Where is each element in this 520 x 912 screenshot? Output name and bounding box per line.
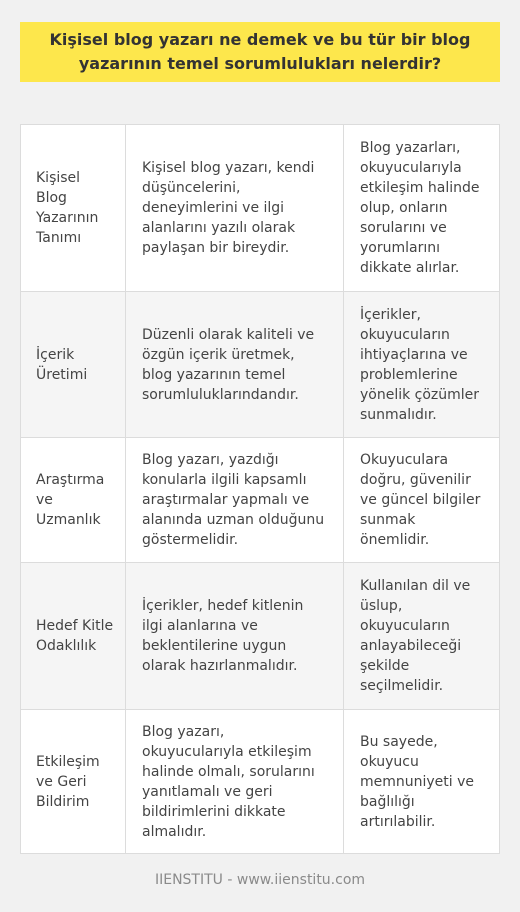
row-description: Kişisel blog yazarı, kendi düşüncelerini, deneyimlerini ve ilgi alanlarını yazılı olarak paylaşan bir bireydir.	[126, 125, 344, 291]
table-row	[21, 291, 499, 437]
row-detail: Okuyuculara doğru, güvenilir ve güncel bilgiler sunmak önemlidir.	[360, 452, 481, 548]
row-detail: İçerikler, okuyucuların ihtiyaçlarına ve problemlerine yönelik çözümler sunmalıdır.	[360, 306, 480, 423]
row-heading: İçerik Üretimi	[21, 292, 126, 437]
title-banner	[20, 22, 500, 82]
row-heading: Araştırma ve Uzmanlık	[21, 438, 126, 562]
row-heading: Kişisel Blog Yazarının Tanımı	[21, 125, 126, 291]
row-description: Düzenli olarak kaliteli ve özgün içerik üretmek, blog yazarının temel sorumluluklarındandır.	[126, 292, 344, 437]
row-detail: Blog yazarları, okuyucularıyla etkileşim halinde olup, onların sorularını ve yorumlarını dikkate alırlar.	[360, 140, 480, 276]
row-description: İçerikler, hedef kitlenin ilgi alanlarına ve beklentilerine uygun olarak hazırlanmalıdır.	[126, 563, 344, 709]
row-detail: Bu sayede, okuyucu memnuniyeti ve bağlılığı artırılabilir.	[360, 733, 475, 830]
page-title: Kişisel blog yazarı ne demek ve bu tür bir blog yazarının temel sorumlulukları nelerdir?	[49, 30, 471, 73]
row-description: Blog yazarı, yazdığı konularla ilgili kapsamlı araştırmalar yapmalı ve alanında uzman olduğunu göstermelidir.	[126, 438, 344, 562]
table-row	[21, 709, 499, 853]
row-heading: Etkileşim ve Geri Bildirim	[21, 710, 126, 853]
row-heading: Hedef Kitle Odaklılık	[21, 563, 126, 709]
row-description: Blog yazarı, okuyucularıyla etkileşim halinde olmalı, sorularını yanıtlamalı ve geri bildirimlerini dikkate almalıdır.	[126, 710, 344, 853]
table-row	[21, 437, 499, 562]
table-row	[21, 562, 499, 709]
row-detail: Kullanılan dil ve üslup, okuyucuların anlayabileceği şekilde seçilmelidir.	[360, 578, 471, 694]
footer-credit: IIENSTITU - www.iienstitu.com	[154, 872, 366, 888]
table-row	[21, 125, 499, 291]
content-table	[20, 124, 500, 854]
